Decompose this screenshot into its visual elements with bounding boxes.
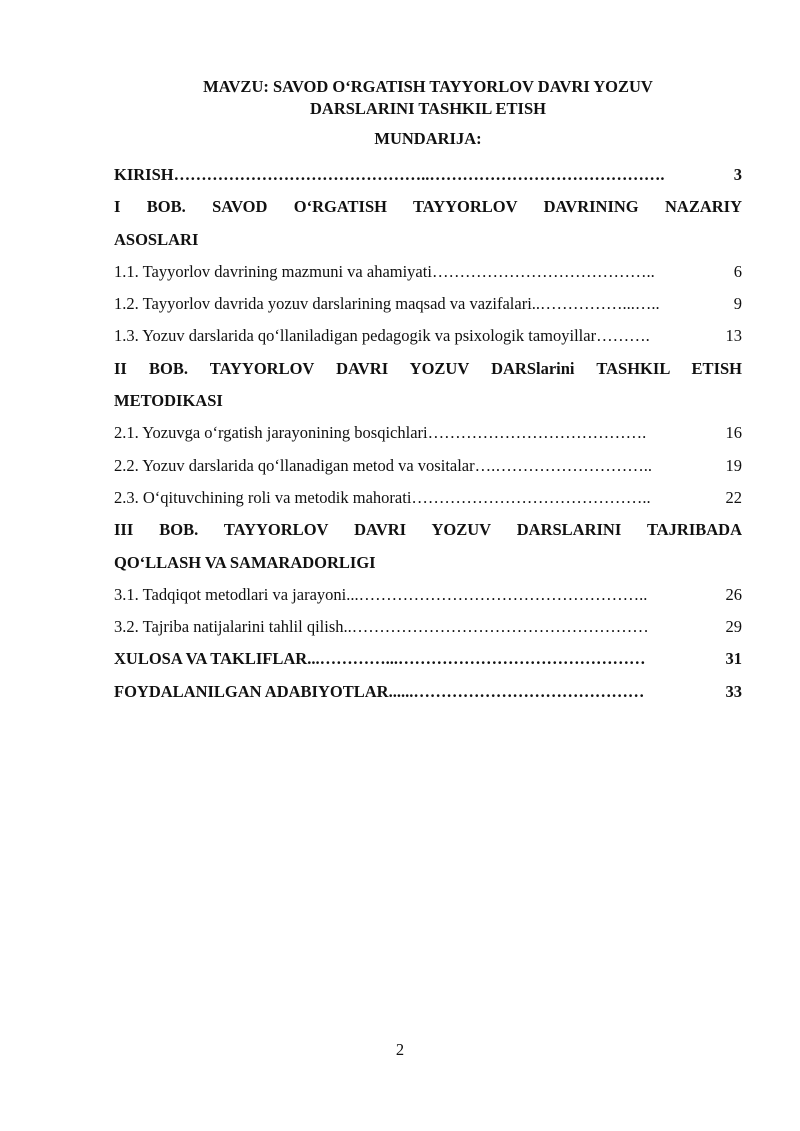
chapter-title-line-2: METODIKASI — [114, 391, 223, 411]
toc-leader-dots: ...…………...……………………………………… — [307, 649, 646, 669]
toc-entry-introduction — [114, 159, 742, 191]
toc-leader-dots: …………………………………….. — [411, 487, 651, 507]
toc-entry-references — [114, 676, 742, 708]
toc-leader-dots: ......…………………………………… — [388, 681, 645, 701]
toc-entry-label: 2.1. Yozuvga o‘rgatish jarayonining bosqichlari — [114, 423, 428, 443]
toc-page-number: 19 — [725, 455, 742, 475]
toc-entry-label: 1.3. Yozuv darslarida qo‘llaniladigan pedagogik va psixologik tamoyillar — [114, 326, 597, 346]
toc-heading: MUNDARIJA: — [374, 129, 482, 148]
toc-entry-3-1 — [114, 579, 742, 611]
toc-page-number: 9 — [733, 294, 742, 314]
toc-entry-label: 3.1. Tadqiqot metodlari va jarayoni — [114, 584, 347, 604]
toc-leader-dots: ...…………………………………………….. — [346, 584, 648, 604]
toc-chapter-3 — [114, 514, 742, 579]
title-line-1: MAVZU: SAVOD O‘RGATISH TAYYORLOV DAVRI YOZUV — [203, 77, 653, 96]
toc-entry-2-1 — [114, 417, 742, 449]
toc-page-number: 29 — [725, 617, 742, 637]
chapter-title-line-1: III BOB. TAYYORLOV DAVRI YOZUV DARSLARINI TAJRIBADA — [114, 520, 742, 540]
toc-page-number: 13 — [725, 326, 742, 346]
page-number: 2 — [395, 1040, 405, 1059]
toc-leader-dots: ..……………………………………………… — [343, 617, 649, 637]
toc-entry-label: 1.1. Tayyorlov davrining mazmuni va ahamiyati — [114, 261, 432, 281]
toc-entry-1-1 — [114, 256, 742, 288]
toc-leader-dots: ….……………………….. — [474, 455, 652, 475]
toc-page-number: 33 — [725, 681, 742, 701]
toc-entry-label: KIRISH — [114, 165, 174, 184]
toc-entry-label: XULOSA VA TAKLIFLAR — [114, 649, 308, 669]
toc-page-number: 6 — [733, 261, 742, 281]
toc-leader-dots: …………………………………. — [427, 423, 647, 443]
toc-chapter-2 — [114, 353, 742, 418]
toc-entry-2-2 — [114, 450, 742, 482]
toc-leader-dots: ………………………………….. — [431, 261, 655, 281]
toc-leader-dots: ………………………………………..……………………………………. — [173, 165, 665, 184]
chapter-title-line-2: QO‘LLASH VA SAMARADORLIGI — [114, 552, 376, 572]
toc-entry-1-2 — [114, 288, 742, 320]
toc-entry-label: FOYDALANILGAN ADABIYOTLAR — [114, 681, 389, 701]
toc-entry-label: 1.2. Tayyorlov davrida yozuv darslarining maqsad va vazifalari — [114, 294, 532, 314]
chapter-title-line-1: I BOB. SAVOD O‘RGATISH TAYYORLOV DAVRINING NAZARIY — [114, 197, 742, 217]
toc-entry-1-3 — [114, 320, 742, 352]
chapter-title-line-1: II BOB. TAYYORLOV DAVRI YOZUV DARSlarini TASHKIL ETISH — [114, 358, 742, 378]
toc-entry-2-3 — [114, 482, 742, 514]
document-title — [114, 76, 742, 120]
toc-leader-dots: ..……………...….. — [531, 294, 660, 314]
toc-page-number: 26 — [725, 584, 742, 604]
toc-page-number: 22 — [725, 487, 742, 507]
toc-page-number: 31 — [725, 649, 742, 669]
toc-entry-label: 2.2. Yozuv darslarida qo‘llanadigan metod va vositalar — [114, 455, 475, 475]
toc-chapter-1 — [114, 191, 742, 256]
toc-entry-label: 3.2. Tajriba natijalarini tahlil qilish — [114, 617, 344, 637]
toc-entry-3-2 — [114, 611, 742, 643]
title-line-2: DARSLARINI TASHKIL ETISH — [310, 99, 546, 118]
toc-entry-conclusion — [114, 643, 742, 675]
table-of-contents — [114, 159, 742, 708]
toc-leader-dots: ………. — [596, 326, 650, 346]
document-page — [114, 76, 742, 708]
chapter-title-line-2: ASOSLARI — [114, 229, 199, 249]
toc-entry-label: 2.3. O‘qituvchining roli va metodik mahorati — [114, 487, 412, 507]
toc-page-number: 3 — [733, 165, 742, 184]
toc-page-number: 16 — [725, 423, 742, 443]
